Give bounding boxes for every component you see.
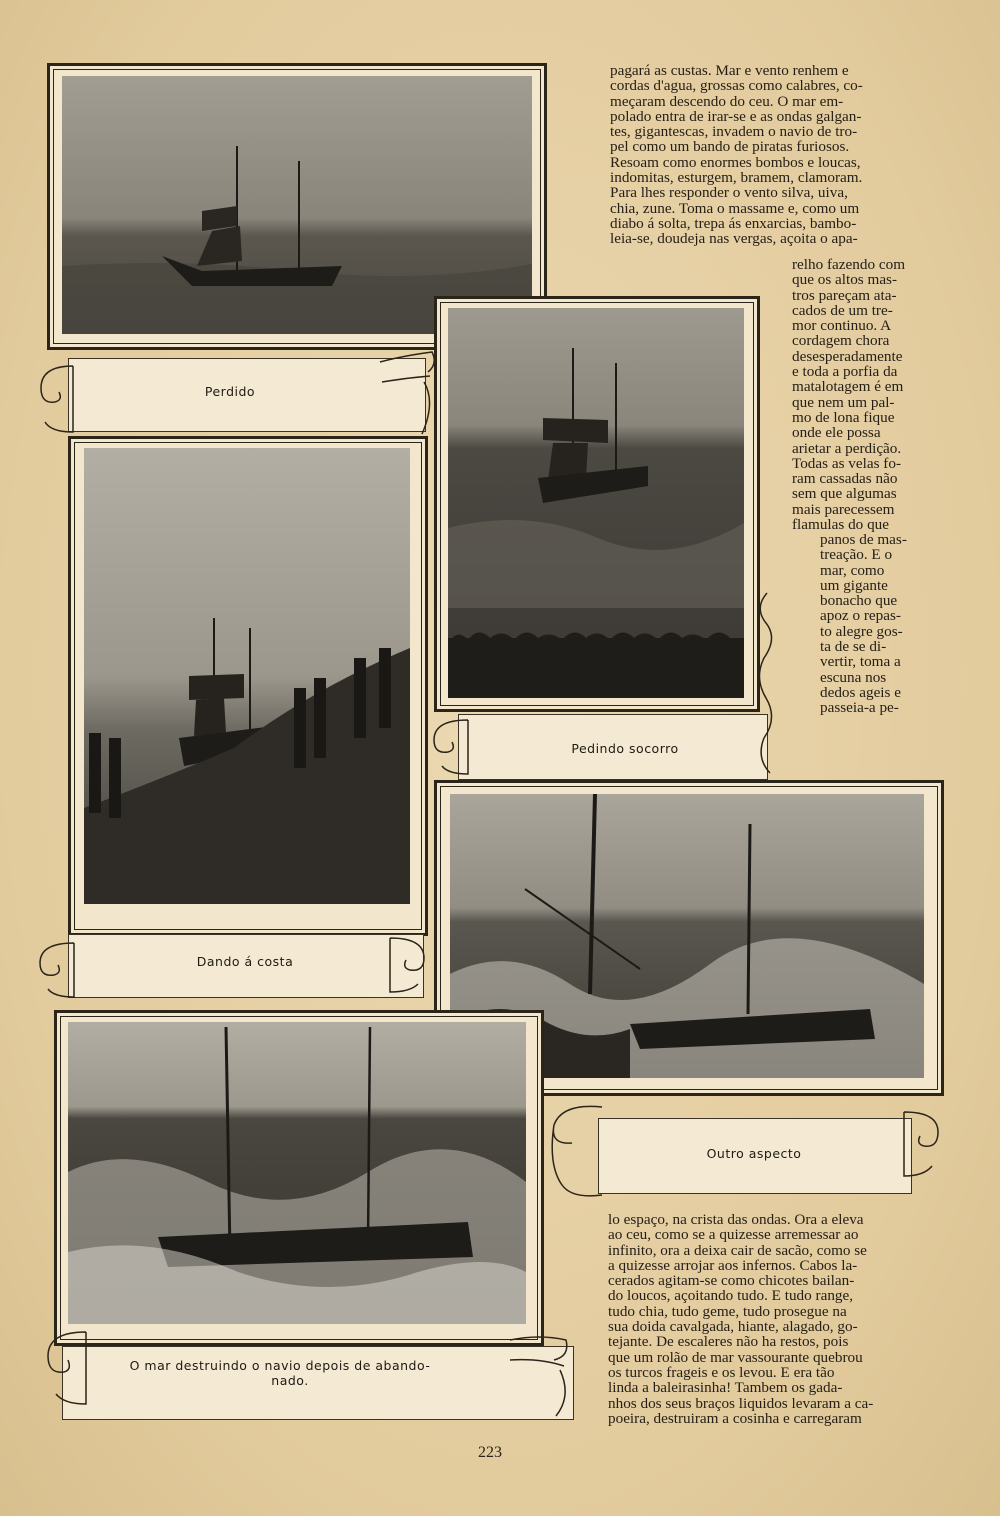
photo-dando (84, 448, 410, 904)
scroll-ornament-icon (384, 930, 432, 1000)
scroll-ornament-icon (896, 1102, 946, 1186)
scroll-ornament-icon (542, 1095, 612, 1205)
caption-perdido: Perdido (204, 384, 256, 399)
scroll-ornament-icon (33, 360, 83, 438)
article-text-narrow-2: panos de mas- treação. E o mar, como um gigante bonacho que apoz o repas- to alegre gos- ta de se di- vertir, toma a escuna nos dedos ageis e passeia-a pe- (820, 531, 907, 717)
page-number: 223 (478, 1444, 502, 1461)
caption-destruindo-line2: nado. (271, 1373, 309, 1388)
photo-destruindo (68, 1022, 526, 1324)
caption-pedindo: Pedindo socorro (571, 741, 679, 756)
scroll-ornament-icon (40, 1322, 96, 1414)
article-text-top: pagará as custas. Mar e vento renhem e cordas d'agua, grossas como calabres, co- meçaram descendo do ceu. O mar em- polado entra de irar-se e as ondas galgan- tes, gigantescas, invadem o navio de tro- pel como um bando de piratas furiosos. Resoam como enormes bombos e loucas, indomitas, esturgem, bramem, clamoram. Para lhes responder o vento silva, uiva, chia, zune. Toma o massame e, como um diabo á solta, trepa ás enxarcias, bambo- leia-se, doudeja nas vergas, açoita o apa- (610, 62, 863, 248)
scroll-ornament-icon (372, 342, 442, 442)
caption-outro: Outro aspecto (706, 1146, 802, 1161)
article-text-bottom: lo espaço, na crista das ondas. Ora a eleva ao ceu, como se a quizesse arremessar ao infinito, ora a deixa cair de sacão, como se a quizesse arrojar aos infernos. Cabos la- cerados agitam-se como chicotes bailan- do loucos, açoitando tudo. E tudo range, tudo chia, tudo geme, tudo prosegue na sua doida cavalgada, hiante, alagado, go- tejante. De escaleres não ha restos, pois que um rolão de mar vassourante quebrou os turcos frageis e os levou. E era tão linda a baleirasinha! Tambem os gada- nhos dos seus braços liquidos levaram a ca- poeira, destruiram a cosinha e carregaram (608, 1211, 874, 1427)
caption-dando: Dando á costa (196, 954, 294, 969)
scroll-ornament-icon (500, 1326, 576, 1422)
photo-pedindo (448, 308, 744, 698)
article-text-narrow-1: relho fazendo com que os altos mas- tros pareçam ata- cados de um tre- mor continuo. A cordagem chora desesperadamente e toda a porfia da matalotagem é em que nem um pal- mo de lona fique onde ele possa arietar a perdição. Todas as velas fo- ram cassadas não sem que algumas mais parecessem flamulas do que (792, 256, 906, 534)
scroll-ornament-icon (752, 588, 782, 778)
scroll-ornament-icon (34, 935, 82, 1005)
scroll-ornament-icon (428, 712, 476, 782)
caption-destruindo-line1: O mar destruindo o navio depois de abando- (129, 1358, 431, 1373)
